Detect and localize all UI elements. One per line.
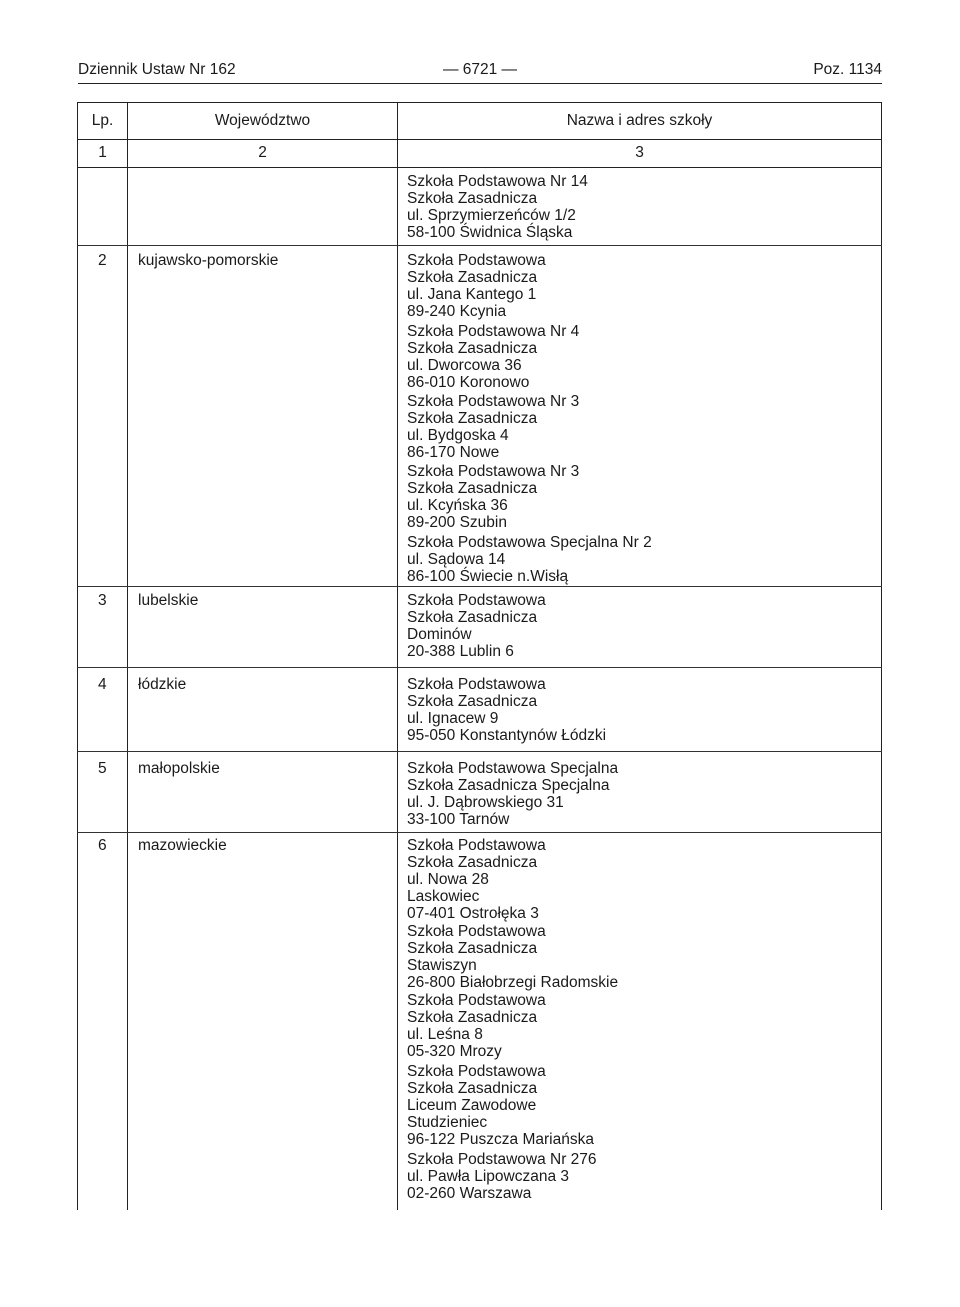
school-entry [407,1063,594,1148]
school-line: 86-010 Koronowo [407,374,530,391]
row-wojewodztwo: mazowieckie [138,837,227,854]
school-line: ul. Ignacew 9 [407,710,499,727]
row-lp: 6 [98,837,107,854]
school-line: Szkoła Zasadnicza [407,609,538,626]
school-line: Szkoła Podstawowa Nr 14 [407,173,588,190]
row-separator [77,586,882,587]
school-line: ul. Leśna 8 [407,1026,483,1043]
numbers-bottom-rule [77,167,882,168]
position-number: Poz. 1134 [813,61,882,78]
school-line: 58-100 Świdnica Śląska [407,224,573,241]
school-line: Szkoła Podstawowa Specjalna Nr 2 [407,534,652,551]
row-wojewodztwo: lubelskie [138,592,199,609]
school-line: Liceum Zawodowe [407,1097,537,1114]
school-entry [407,463,579,531]
school-line: 02-260 Warszawa [407,1185,532,1202]
school-line: Szkoła Zasadnicza [407,190,538,207]
school-line: Szkoła Podstawowa Specjalna [407,760,619,777]
school-entry [407,992,546,1060]
school-line: ul. Bydgoska 4 [407,427,509,444]
school-line: Szkoła Podstawowa Nr 3 [407,463,580,480]
table-right-border [881,102,882,1210]
school-line: ul. Kcyńska 36 [407,497,508,514]
school-line: Szkoła Zasadnicza [407,1080,538,1097]
row-wojewodztwo: małopolskie [138,760,220,777]
school-line: Szkoła Zasadnicza [407,269,538,286]
school-line: 07-401 Ostrołęka 3 [407,905,539,922]
row-lp: 5 [98,760,107,777]
row-separator [77,751,882,752]
school-line: Szkoła Podstawowa Nr 4 [407,323,580,340]
row-separator [77,667,882,668]
school-line: ul. Dworcowa 36 [407,357,522,374]
school-entry [407,252,546,320]
school-line: Szkoła Zasadnicza [407,854,538,871]
row-separator [77,832,882,833]
school-entry [407,923,618,991]
school-line: ul. J. Dąbrowskiego 31 [407,794,564,811]
page-number: — 6721 — [442,61,518,78]
row-separator [77,245,882,246]
school-entry [407,760,618,828]
school-line: Szkoła Zasadnicza [407,940,538,957]
school-line: ul. Nowa 28 [407,871,489,888]
row-lp: 4 [98,676,107,693]
school-entry [407,534,652,585]
school-line: Szkoła Podstawowa [407,923,546,940]
school-entry [407,323,579,391]
column-header-wojewodztwo: Województwo [214,112,311,129]
school-line: 89-200 Szubin [407,514,507,531]
header-rule [78,83,882,84]
column-header-lp: Lp. [91,112,114,129]
row-lp: 3 [98,592,107,609]
row-wojewodztwo: kujawsko-pomorskie [138,252,279,269]
school-entry [407,837,546,922]
school-line: 26-800 Białobrzegi Radomskie [407,974,619,991]
column-number-2: 2 [258,144,267,161]
column-number-1: 1 [98,144,107,161]
school-line: ul. Pawła Lipowczana 3 [407,1168,569,1185]
table-left-border [77,102,78,1210]
school-line: 20-388 Lublin 6 [407,643,514,660]
school-entry [407,393,579,461]
school-line: 96-122 Puszcza Mariańska [407,1131,594,1148]
school-line: Szkoła Zasadnicza [407,340,538,357]
school-line: Dominów [407,626,472,643]
column-header-school: Nazwa i adres szkoły [566,112,713,129]
row-wojewodztwo: łódzkie [138,676,187,693]
school-line: Studzieniec [407,1114,488,1131]
table-col1-divider [127,102,128,1210]
school-line: Szkoła Podstawowa [407,252,546,269]
school-line: Szkoła Zasadnicza [407,693,538,710]
table-top-border [77,102,882,103]
school-line: 33-100 Tarnów [407,811,510,828]
school-line: Szkoła Zasadnicza [407,1009,538,1026]
school-line: Laskowiec [407,888,480,905]
table-col2-divider [397,102,398,1210]
school-line: Szkoła Podstawowa Nr 3 [407,393,580,410]
school-line: Szkoła Podstawowa Nr 276 [407,1151,597,1168]
school-line: Szkoła Zasadnicza [407,480,538,497]
school-entry [407,676,606,744]
school-line: ul. Sądowa 14 [407,551,506,568]
school-line: 86-170 Nowe [407,444,500,461]
school-entry [407,1151,597,1202]
header-bottom-rule [77,139,882,140]
row-lp: 2 [98,252,107,269]
page-header [78,61,882,83]
journal-title: Dziennik Ustaw Nr 162 [78,61,236,78]
school-line: 05-320 Mrozy [407,1043,502,1060]
school-line: 86-100 Świecie n.Wisłą [407,568,569,585]
school-line: Szkoła Podstawowa [407,837,546,854]
school-line: 95-050 Konstantynów Łódzki [407,727,607,744]
school-line: Szkoła Podstawowa [407,592,546,609]
school-line: ul. Sprzymierzeńców 1/2 [407,207,576,224]
school-line: 89-240 Kcynia [407,303,507,320]
school-line: Szkoła Zasadnicza Specjalna [407,777,610,794]
school-line: Szkoła Podstawowa [407,676,546,693]
school-line: Szkoła Podstawowa [407,992,546,1009]
school-entry [407,173,588,241]
school-line: ul. Jana Kantego 1 [407,286,537,303]
school-line: Szkoła Zasadnicza [407,410,538,427]
school-line: Szkoła Podstawowa [407,1063,546,1080]
column-number-3: 3 [635,144,644,161]
school-entry [407,592,546,660]
school-line: Stawiszyn [407,957,477,974]
